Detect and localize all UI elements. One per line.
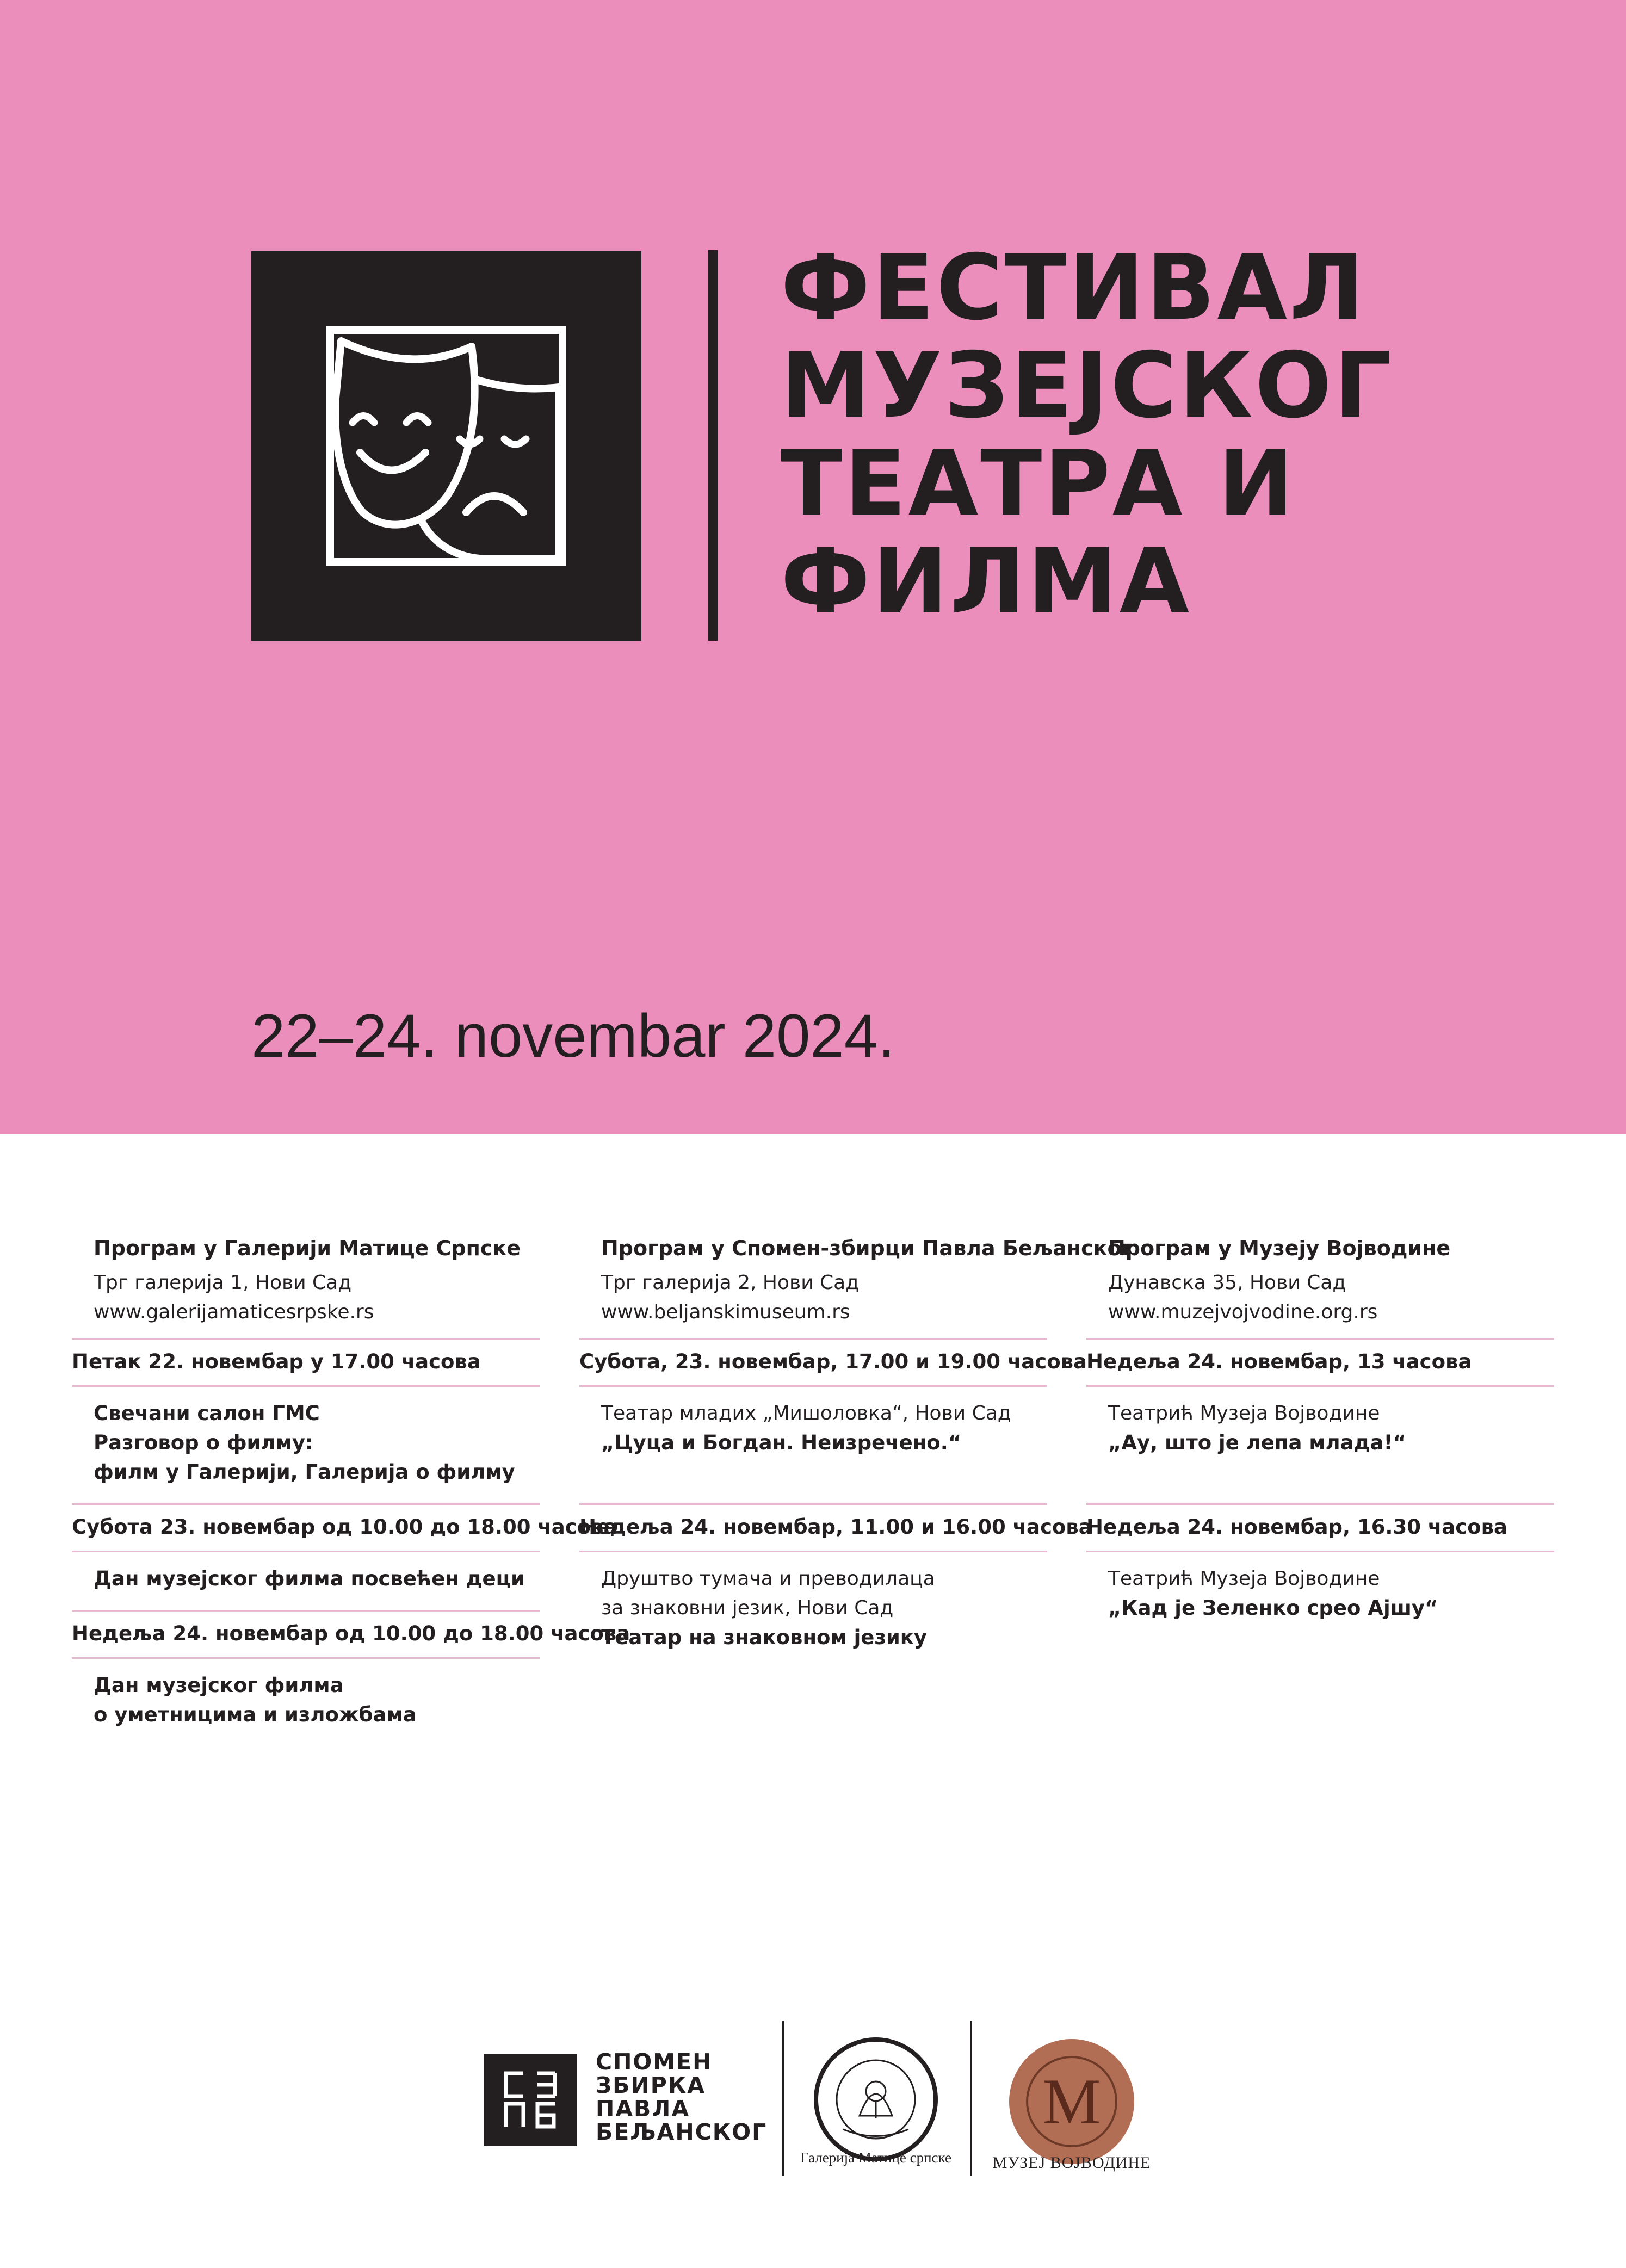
event-details [1086,1552,1554,1639]
festival-title [781,236,1542,634]
venue-website-link[interactable]: www.beljanskimuseum.rs [601,1301,850,1323]
event-line: Дан музејског филма [94,1674,344,1697]
event-line: Театар младих „Мишоловка“, Нови Сад [601,1402,1011,1424]
event-line: „Цуца и Богдан. Неизречено.“ [601,1431,962,1454]
event-line: Театрић Музеја Војводине [1108,1567,1380,1590]
event-line: Театрић Музеја Војводине [1108,1402,1380,1424]
event-line: Свечани салон ГМС [94,1402,320,1425]
venue-info [72,1235,540,1327]
venue-website-link[interactable]: www.galerijamaticesrpske.rs [94,1301,374,1323]
venue-address: Дунавска 35, Нови Сад [1108,1272,1346,1294]
event-heading: Недеља 24. новембар, 16.30 часова [1086,1515,1507,1539]
venue-info [579,1235,1133,1327]
venue-info [1086,1235,1554,1327]
event-heading: Недеља 24. новембар, 13 часова [1086,1350,1472,1373]
muzej-vojvodine-seal-icon [1006,2036,1137,2167]
partner-logos [0,2012,1626,2208]
gms-caption: Галерија Матице српске [800,2149,951,2166]
event-heading: Субота, 23. новембар, 17.00 и 19.00 часова [579,1350,1087,1373]
event-line: Друштво тумача и преводилаца [601,1567,935,1590]
title-line: ТЕАТРА И [781,431,1296,536]
event-heading: Петак 22. новембар у 17.00 часова [72,1350,481,1373]
venue-title: Програм у Музеју Војводине [1108,1236,1451,1260]
theatre-masks-icon [251,251,641,641]
event-line: филм у Галерији, Галерија о филму [94,1460,515,1484]
venue-title: Програм у Спомен-збирци Павла Бељанског [601,1236,1133,1260]
title-line: МУЗЕЈСКОГ [781,333,1394,438]
title-divider [708,250,718,641]
wordmark-line: ПАВЛА [596,2096,690,2122]
event-details [579,1387,1047,1503]
event-details [72,1552,540,1610]
program-column-gms [72,1235,630,1746]
wordmark-line: СПОМЕН [596,2049,713,2075]
event-heading: Недеља 24. новембар, 11.00 и 16.00 часова [579,1515,1092,1539]
title-line: ФИЛМА [781,529,1192,634]
festival-date: 22–24. novembar 2024. [251,1002,895,1070]
event-heading: Недеља 24. новембар од 10.00 до 18.00 часова [72,1622,630,1645]
venue-address: Трг галерија 2, Нови Сад [601,1272,860,1294]
logo-divider [970,2021,972,2176]
beljanski-wordmark [596,2050,767,2144]
event-line: за знаковни језик, Нови Сад [601,1597,894,1619]
sepb-monogram-icon [484,2054,577,2146]
event-details [72,1387,540,1503]
event-line: Разговор о филму: [94,1431,313,1454]
venue-address: Трг галерија 1, Нови Сад [94,1272,352,1294]
event-line: „Ау, што је лепа млада!“ [1108,1431,1406,1454]
wordmark-line: БЕЉАНСКОГ [596,2119,768,2145]
wordmark-line: ЗБИРКА [596,2072,706,2098]
event-line: Театар на знаковном језику [601,1626,928,1649]
beljanski-logo [484,2054,577,2146]
event-details [1086,1387,1554,1503]
event-heading: Субота 23. новембар од 10.00 до 18.00 часова [72,1515,617,1539]
event-details [579,1552,1047,1669]
event-line: о уметницима и изложбама [94,1703,417,1726]
event-line: Дан музејског филма посвећен деци [94,1567,525,1590]
event-line: „Кад је Зеленко срео Ајшу“ [1108,1596,1438,1620]
event-details [72,1659,540,1746]
title-line: ФЕСТИВАЛ [781,236,1367,340]
venue-title: Програм у Галерији Матице Српске [94,1236,521,1260]
seal-letter: М [1042,2065,1101,2137]
muzej-vojvodine-caption: МУЗЕЈ ВОЈВОДИНЕ [992,2154,1151,2172]
venue-website-link[interactable]: www.muzejvojvodine.org.rs [1108,1301,1378,1323]
program-column-muzej-vojvodine [1086,1235,1554,1639]
program-column-beljanski [579,1235,1133,1669]
festival-logo [251,251,641,641]
